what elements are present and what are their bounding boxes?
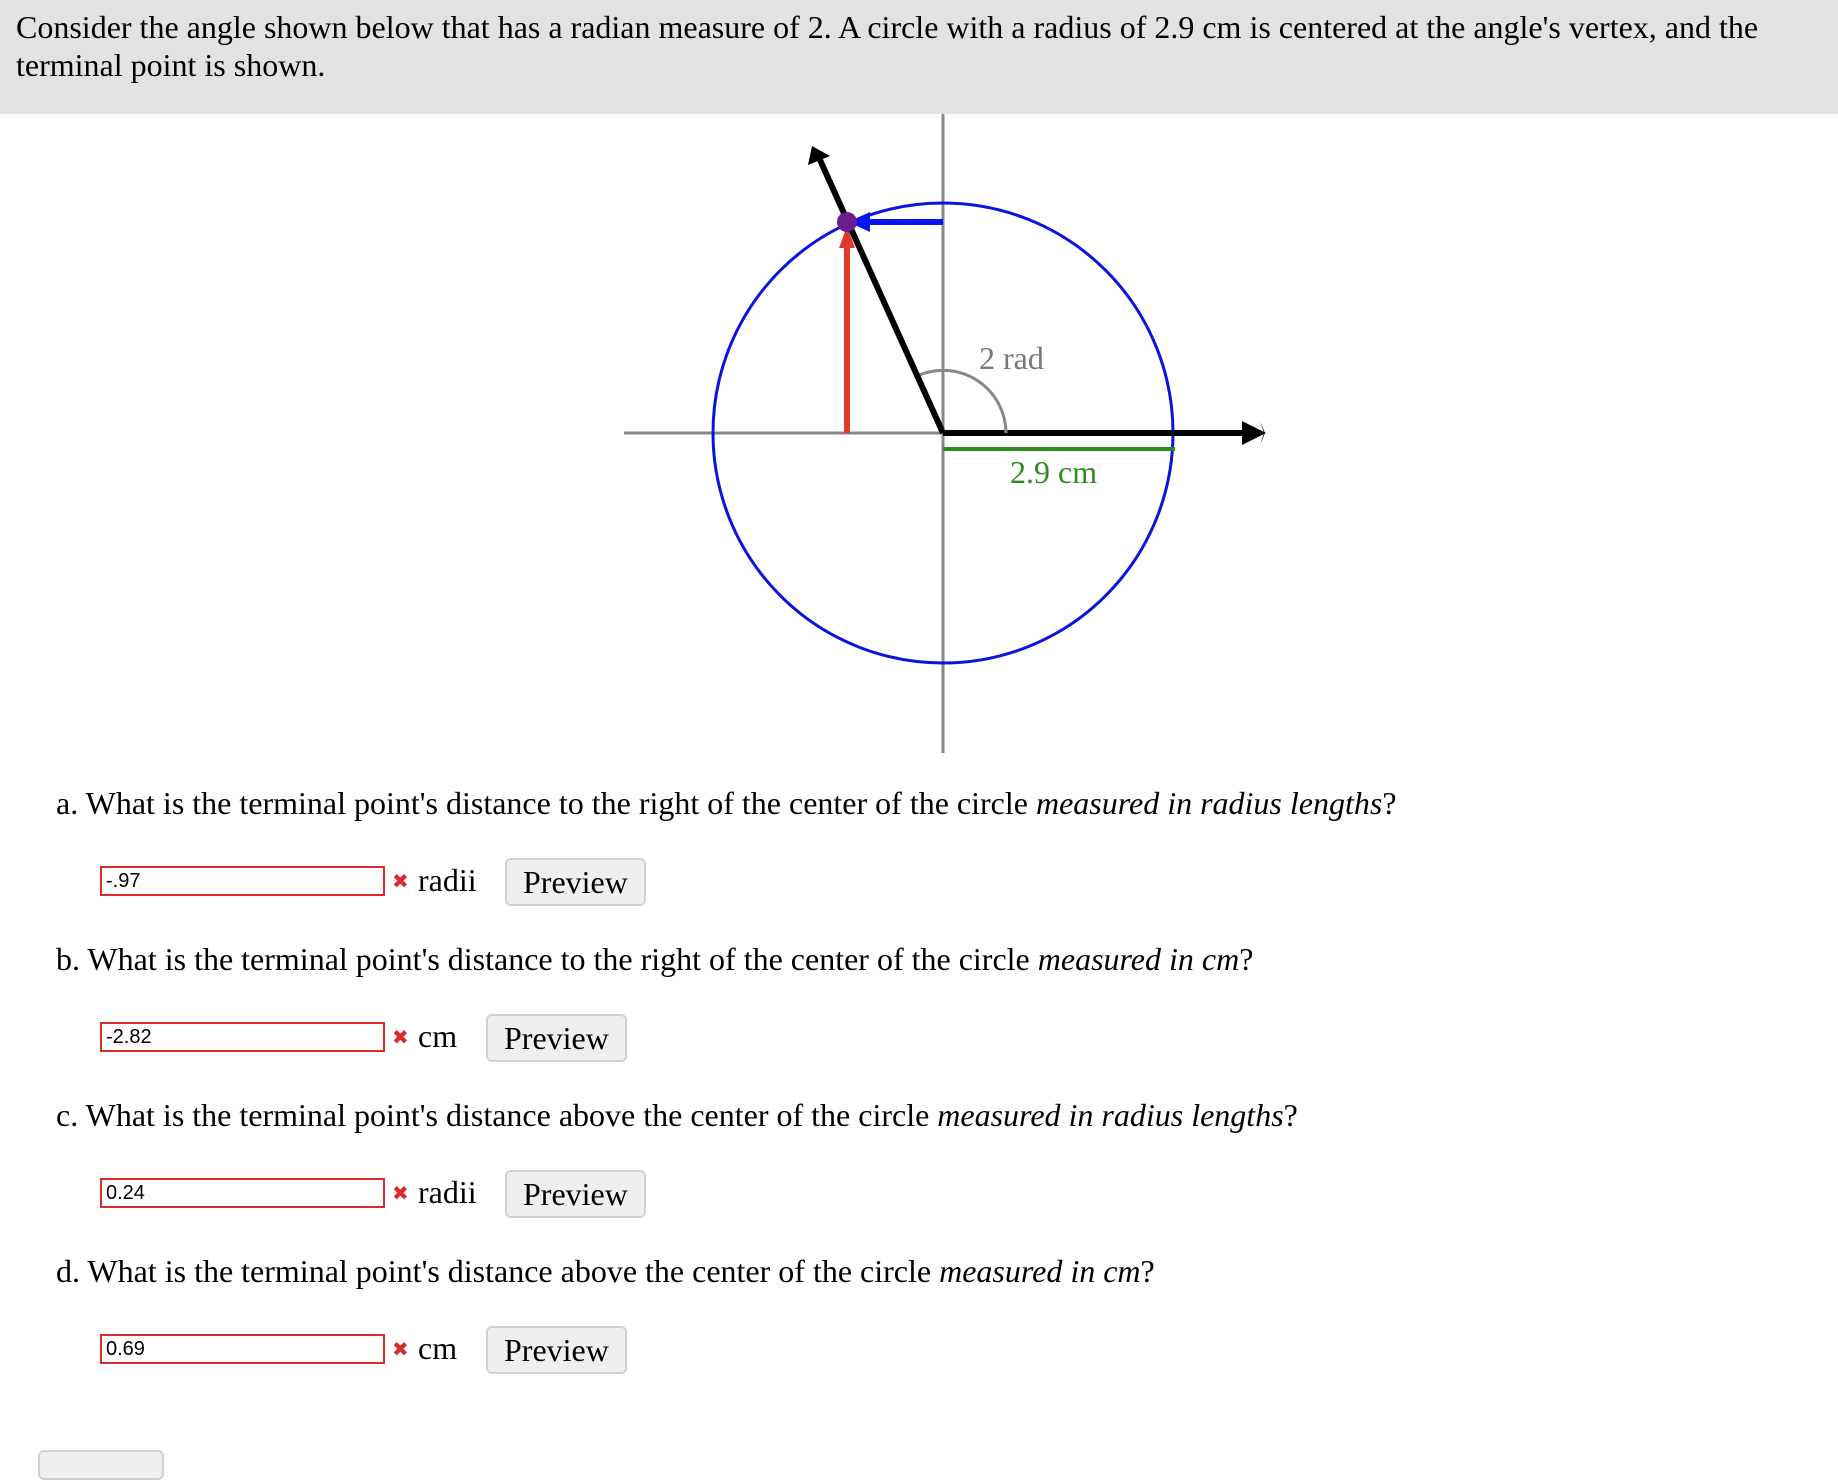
question-emphasis: measured in radius lengths bbox=[1035, 785, 1383, 821]
incorrect-icon: ✖ bbox=[392, 869, 409, 893]
submit-button-partial[interactable] bbox=[38, 1450, 164, 1480]
prompt-banner bbox=[0, 0, 1838, 114]
answer-input-d[interactable] bbox=[100, 1334, 385, 1364]
unit-label: cm bbox=[418, 1018, 458, 1054]
question-c: c. What is the terminal point's distance above the center of the circle measured in radius lengths? bbox=[56, 1097, 1298, 1133]
question-letter: d. bbox=[56, 1253, 80, 1289]
question-emphasis: measured in cm bbox=[939, 1253, 1141, 1289]
question-emphasis: measured in cm bbox=[1037, 941, 1240, 977]
question-text: What is the terminal point's distance above the center of the circle bbox=[85, 1097, 938, 1133]
question-letter: a. bbox=[56, 785, 79, 821]
terminal-point bbox=[837, 212, 857, 232]
angle-label: 2 rad bbox=[979, 340, 1044, 376]
preview-button-b[interactable]: Preview bbox=[486, 1014, 627, 1062]
angle-figure bbox=[620, 108, 1280, 758]
question-d: d. What is the terminal point's distance above the center of the circle measured in cm? bbox=[56, 1253, 1155, 1289]
question-text: What is the terminal point's distance above the center of the circle bbox=[87, 1253, 940, 1289]
incorrect-icon: ✖ bbox=[392, 1337, 409, 1361]
question-letter: b. bbox=[56, 941, 80, 977]
question-text: What is the terminal point's distance to the right of the center of the circle bbox=[87, 941, 1038, 977]
answer-input-c[interactable] bbox=[100, 1178, 385, 1208]
unit-label: cm bbox=[418, 1330, 458, 1366]
incorrect-icon: ✖ bbox=[392, 1025, 409, 1049]
answer-input-b[interactable] bbox=[100, 1022, 385, 1052]
prompt-text: Consider the angle shown below that has a radian measure of 2. A circle with a radius of 2.9 cm is centered at the angle's vertex, and the terminal point is shown. bbox=[16, 9, 1759, 83]
question-emphasis: measured in radius lengths bbox=[937, 1097, 1284, 1133]
question-letter: c. bbox=[56, 1097, 79, 1133]
initial-ray-arrow-icon bbox=[1242, 421, 1266, 445]
answer-input-a[interactable] bbox=[100, 866, 385, 896]
unit-label: radii bbox=[418, 1174, 477, 1210]
question-a: a. What is the terminal point's distance to the right of the center of the circle measured in radius lengths? bbox=[56, 785, 1397, 821]
question-b: b. What is the terminal point's distance to the right of the center of the circle measured in cm? bbox=[56, 941, 1254, 977]
preview-button-c[interactable]: Preview bbox=[505, 1170, 646, 1218]
incorrect-icon: ✖ bbox=[392, 1181, 409, 1205]
unit-label: radii bbox=[418, 862, 477, 898]
radius-label: 2.9 cm bbox=[1010, 454, 1098, 490]
preview-button-d[interactable]: Preview bbox=[486, 1326, 627, 1374]
terminal-ray bbox=[820, 160, 943, 433]
preview-button-a[interactable]: Preview bbox=[505, 858, 646, 906]
question-text: What is the terminal point's distance to the right of the center of the circle bbox=[85, 785, 1036, 821]
